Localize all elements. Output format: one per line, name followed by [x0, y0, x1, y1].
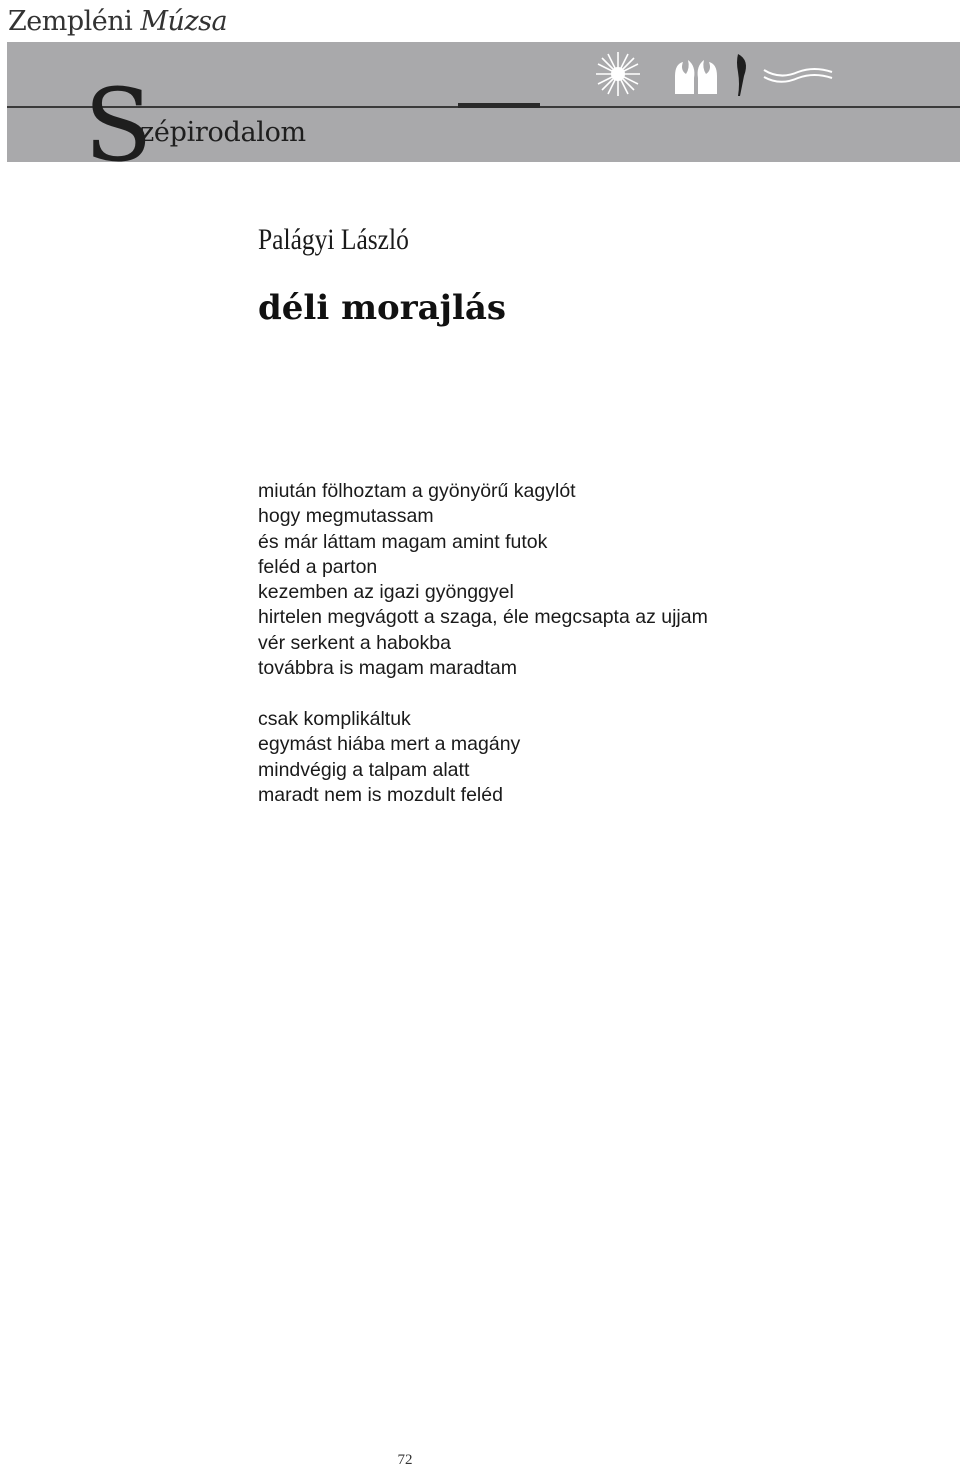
stanza [258, 707, 520, 808]
verse-line: mindvégig a talpam alatt [258, 758, 470, 781]
verse-line: feléd a parton [258, 555, 378, 578]
verse-line: hogy megmutassam [258, 505, 434, 528]
verse-line: és már láttam magam amint futok [258, 530, 548, 553]
section-initial-letter: S [84, 76, 153, 162]
verse-line: vér serkent a habokba [258, 631, 451, 654]
quill-ornament-icon [737, 54, 746, 96]
author-name: Palágyi László [258, 223, 409, 256]
verse-line: csak komplikáltuk [258, 708, 411, 730]
section-title: zépirodalom [140, 117, 306, 148]
verse-line: miután fölhoztam a gyönyörű kagylót [258, 480, 576, 502]
magazine-title [8, 4, 227, 40]
wave-ornament-icon [764, 69, 832, 82]
magazine-title-word-1: Zempléni [8, 6, 133, 37]
page-number: 72 [397, 1452, 413, 1468]
verse-line: kezemben az igazi gyönggyel [258, 581, 514, 604]
poem-title: déli morajlás [258, 288, 507, 328]
magazine-title-word-2: Múzsa [140, 6, 228, 37]
header-rule-accent [458, 103, 540, 108]
verse-line: továbbra is magam maradtam [258, 657, 518, 680]
verse-line: hirtelen megvágott a szaga, éle megcsapta az ujjam [258, 606, 708, 629]
verse-line: maradt nem is mozdult feléd [258, 783, 503, 806]
stanza [258, 479, 708, 681]
sun-ornament-icon [596, 52, 640, 96]
verse-line: egymást hiába mert a magány [258, 733, 521, 756]
masks-ornament-icon [675, 60, 717, 94]
header-ornaments [580, 50, 840, 100]
